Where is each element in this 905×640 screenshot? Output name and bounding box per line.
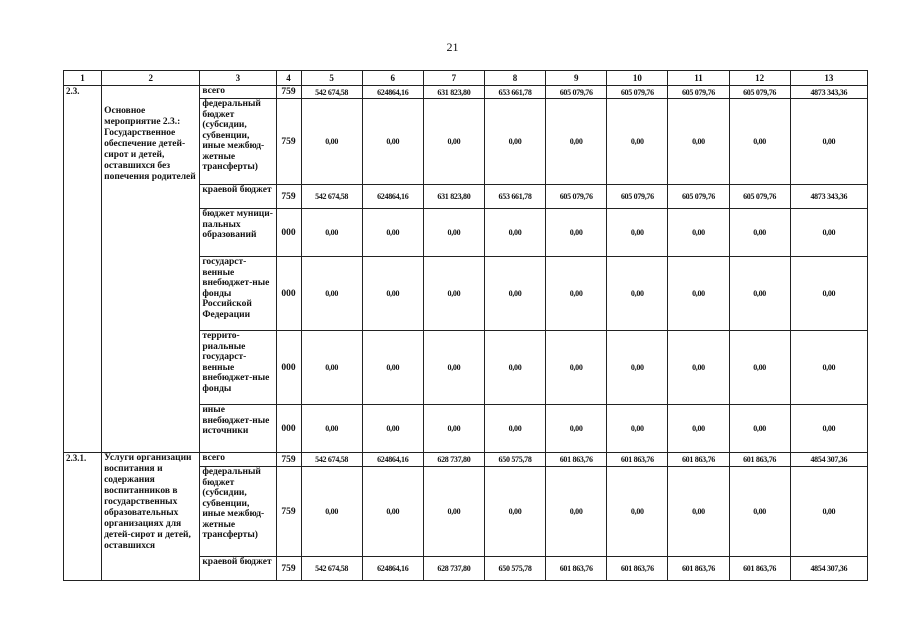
amount-cell: 0,00 bbox=[484, 331, 545, 405]
amount-cell: 0,00 bbox=[668, 257, 729, 331]
amount-cell: 631 823,80 bbox=[423, 86, 484, 99]
amount-cell: 605 079,76 bbox=[607, 185, 668, 209]
amount-cell: 0,00 bbox=[484, 405, 545, 453]
amount-cell: 605 079,76 bbox=[546, 185, 607, 209]
amount-cell: 0,00 bbox=[362, 331, 423, 405]
amount-cell: 0,00 bbox=[362, 405, 423, 453]
amount-cell: 605 079,76 bbox=[546, 86, 607, 99]
amount-cell: 542 674,58 bbox=[301, 185, 362, 209]
amount-cell: 4873 343,36 bbox=[790, 185, 867, 209]
amount-cell: 601 863,76 bbox=[546, 453, 607, 467]
amount-cell: 0,00 bbox=[607, 99, 668, 185]
column-header: 5 bbox=[301, 71, 362, 86]
column-header: 12 bbox=[729, 71, 790, 86]
column-header: 9 bbox=[546, 71, 607, 86]
amount-cell: 0,00 bbox=[668, 331, 729, 405]
amount-cell: 650 575,78 bbox=[484, 557, 545, 581]
amount-cell: 0,00 bbox=[301, 257, 362, 331]
amount-cell: 628 737,80 bbox=[423, 557, 484, 581]
amount-cell: 0,00 bbox=[729, 405, 790, 453]
amount-cell: 0,00 bbox=[484, 467, 545, 557]
measure-name: Основное мероприятие 2.3.: Государственное обеспечение детей-сирот и детей, оставшихся без попечения родителей bbox=[102, 86, 200, 453]
amount-cell: 0,00 bbox=[301, 99, 362, 185]
amount-cell: 605 079,76 bbox=[729, 185, 790, 209]
amount-cell: 0,00 bbox=[790, 405, 867, 453]
amount-cell: 0,00 bbox=[729, 331, 790, 405]
amount-cell: 605 079,76 bbox=[668, 185, 729, 209]
amount-cell: 601 863,76 bbox=[668, 453, 729, 467]
grbs-code: 759 bbox=[276, 185, 301, 209]
amount-cell: 601 863,76 bbox=[729, 453, 790, 467]
amount-cell: 631 823,80 bbox=[423, 185, 484, 209]
amount-cell: 0,00 bbox=[729, 209, 790, 257]
amount-cell: 0,00 bbox=[607, 331, 668, 405]
amount-cell: 542 674,58 bbox=[301, 557, 362, 581]
amount-cell: 653 661,78 bbox=[484, 86, 545, 99]
amount-cell: 0,00 bbox=[790, 99, 867, 185]
amount-cell: 0,00 bbox=[607, 209, 668, 257]
amount-cell: 0,00 bbox=[546, 99, 607, 185]
grbs-code: 759 bbox=[276, 467, 301, 557]
funding-source: террито-риальные государст-венные внебюджет-ные фонды bbox=[200, 331, 276, 405]
grbs-code: 759 bbox=[276, 99, 301, 185]
amount-cell: 0,00 bbox=[729, 257, 790, 331]
grbs-code: 000 bbox=[276, 331, 301, 405]
funding-source: федеральный бюджет (субсидии, субвенции, иные межбюд-жетные трансферты) bbox=[200, 467, 276, 557]
amount-cell: 0,00 bbox=[546, 331, 607, 405]
amount-cell: 0,00 bbox=[729, 467, 790, 557]
amount-cell: 0,00 bbox=[362, 209, 423, 257]
amount-cell: 601 863,76 bbox=[668, 557, 729, 581]
amount-cell: 0,00 bbox=[668, 99, 729, 185]
amount-cell: 0,00 bbox=[546, 467, 607, 557]
amount-cell: 605 079,76 bbox=[729, 86, 790, 99]
amount-cell: 0,00 bbox=[607, 467, 668, 557]
grbs-code: 759 bbox=[276, 86, 301, 99]
amount-cell: 605 079,76 bbox=[668, 86, 729, 99]
amount-cell: 0,00 bbox=[423, 99, 484, 185]
column-header: 2 bbox=[102, 71, 200, 86]
amount-cell: 0,00 bbox=[423, 209, 484, 257]
amount-cell: 653 661,78 bbox=[484, 185, 545, 209]
measure-code: 2.3. bbox=[64, 86, 102, 453]
table-row bbox=[64, 86, 868, 99]
column-header: 10 bbox=[607, 71, 668, 86]
amount-cell: 0,00 bbox=[423, 405, 484, 453]
amount-cell: 0,00 bbox=[362, 257, 423, 331]
amount-cell: 624864,16 bbox=[362, 453, 423, 467]
amount-cell: 628 737,80 bbox=[423, 453, 484, 467]
amount-cell: 0,00 bbox=[668, 209, 729, 257]
amount-cell: 0,00 bbox=[790, 467, 867, 557]
amount-cell: 601 863,76 bbox=[607, 453, 668, 467]
amount-cell: 0,00 bbox=[790, 331, 867, 405]
amount-cell: 0,00 bbox=[546, 405, 607, 453]
funding-source: краевой бюджет bbox=[200, 185, 276, 209]
page-number: 21 bbox=[446, 40, 459, 54]
column-header: 8 bbox=[484, 71, 545, 86]
amount-cell: 0,00 bbox=[301, 331, 362, 405]
grbs-code: 000 bbox=[276, 405, 301, 453]
amount-cell: 0,00 bbox=[301, 405, 362, 453]
funding-source: всего bbox=[200, 86, 276, 99]
amount-cell: 0,00 bbox=[484, 209, 545, 257]
amount-cell: 4854 307,36 bbox=[790, 557, 867, 581]
amount-cell: 0,00 bbox=[423, 257, 484, 331]
funding-source: государст-венные внебюджет-ные фонды Российской Федерации bbox=[200, 257, 276, 331]
column-number-row bbox=[64, 71, 868, 86]
amount-cell: 601 863,76 bbox=[729, 557, 790, 581]
grbs-code: 000 bbox=[276, 257, 301, 331]
funding-source: иные внебюджет-ные источники bbox=[200, 405, 276, 453]
amount-cell: 601 863,76 bbox=[546, 557, 607, 581]
amount-cell: 0,00 bbox=[484, 257, 545, 331]
funding-source: краевой бюджет bbox=[200, 557, 276, 581]
measure-name: Услуги организации воспитания и содержания воспитанников в государственных образовательных организациях для детей-сирот и детей, оставшихся bbox=[102, 453, 200, 581]
amount-cell: 0,00 bbox=[729, 99, 790, 185]
funding-source: бюджет муници-пальных образований bbox=[200, 209, 276, 257]
amount-cell: 605 079,76 bbox=[607, 86, 668, 99]
amount-cell: 601 863,76 bbox=[607, 557, 668, 581]
amount-cell: 0,00 bbox=[790, 209, 867, 257]
funding-source: всего bbox=[200, 453, 276, 467]
table-row bbox=[64, 453, 868, 467]
amount-cell: 0,00 bbox=[790, 257, 867, 331]
amount-cell: 624864,16 bbox=[362, 185, 423, 209]
funding-source: федеральный бюджет (субсидии, субвенции, иные межбюд-жетные трансферты) bbox=[200, 99, 276, 185]
column-header: 1 bbox=[64, 71, 102, 86]
amount-cell: 0,00 bbox=[301, 467, 362, 557]
amount-cell: 0,00 bbox=[423, 467, 484, 557]
amount-cell: 0,00 bbox=[607, 257, 668, 331]
column-header: 13 bbox=[790, 71, 867, 86]
amount-cell: 0,00 bbox=[668, 405, 729, 453]
amount-cell: 0,00 bbox=[423, 331, 484, 405]
amount-cell: 650 575,78 bbox=[484, 453, 545, 467]
amount-cell: 0,00 bbox=[362, 99, 423, 185]
grbs-code: 759 bbox=[276, 453, 301, 467]
grbs-code: 759 bbox=[276, 557, 301, 581]
budget-table bbox=[63, 70, 868, 581]
amount-cell: 4873 343,36 bbox=[790, 86, 867, 99]
grbs-code: 000 bbox=[276, 209, 301, 257]
amount-cell: 624864,16 bbox=[362, 86, 423, 99]
amount-cell: 0,00 bbox=[301, 209, 362, 257]
amount-cell: 542 674,58 bbox=[301, 453, 362, 467]
measure-code: 2.3.1. bbox=[64, 453, 102, 581]
column-header: 11 bbox=[668, 71, 729, 86]
amount-cell: 0,00 bbox=[484, 99, 545, 185]
amount-cell: 0,00 bbox=[546, 209, 607, 257]
column-header: 7 bbox=[423, 71, 484, 86]
amount-cell: 0,00 bbox=[607, 405, 668, 453]
amount-cell: 0,00 bbox=[546, 257, 607, 331]
amount-cell: 0,00 bbox=[668, 467, 729, 557]
column-header: 4 bbox=[276, 71, 301, 86]
amount-cell: 624864,16 bbox=[362, 557, 423, 581]
column-header: 6 bbox=[362, 71, 423, 86]
column-header: 3 bbox=[200, 71, 276, 86]
amount-cell: 0,00 bbox=[362, 467, 423, 557]
amount-cell: 4854 307,36 bbox=[790, 453, 867, 467]
amount-cell: 542 674,58 bbox=[301, 86, 362, 99]
